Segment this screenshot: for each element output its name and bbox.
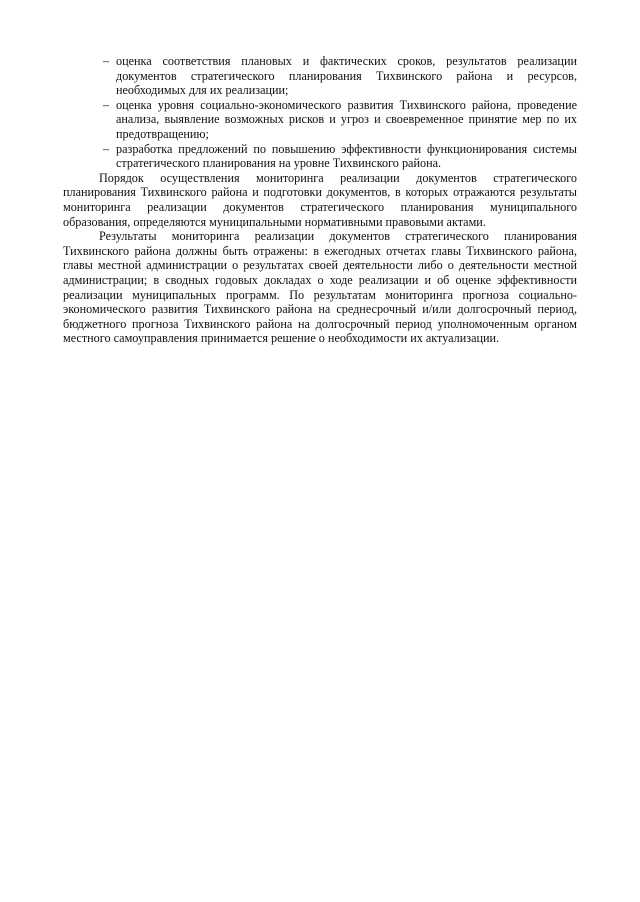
list-item-text: оценка уровня социально-экономического развития Тихвинского района, проведение анализа, выявление возможных рисков и угроз и своевременное принятие мер по их предотвращению; bbox=[116, 97, 577, 141]
list-item bbox=[63, 98, 577, 142]
bullet-list bbox=[63, 54, 577, 171]
list-item bbox=[63, 142, 577, 171]
document-body bbox=[63, 54, 577, 346]
paragraph: Результаты мониторинга реализации документов стратегического планирования Тихвинского района должны быть отражены: в ежегодных отчетах главы Тихвинского района, главы местной администрации о результатах своей деятельности либо о деятельности местной администрации; в сводных годовых докладах о ходе реализации и об оценке эффективности реализации муниципальных программ. По результатам мониторинга прогноза социально-экономического развития Тихвинского района на среднесрочный и/или долгосрочный период, бюджетного прогноза Тихвинского района на долгосрочный период уполномоченным органом местного самоуправления принимается решение о необходимости их актуализации. bbox=[63, 229, 577, 346]
dash-marker: – bbox=[103, 141, 110, 156]
paragraph: Порядок осуществления мониторинга реализации документов стратегического планирования Тихвинского района и подготовки документов, в которых отражаются результаты мониторинга реализации документов стратегического планирования муниципального образования, определяются муниципальными нормативными правовыми актами. bbox=[63, 170, 577, 229]
dash-marker: – bbox=[103, 97, 110, 112]
dash-marker: – bbox=[103, 54, 110, 68]
list-item-text: разработка предложений по повышению эффективности функционирования системы стратегического планирования на уровне Тихвинского района. bbox=[116, 141, 577, 171]
list-item bbox=[63, 54, 577, 98]
list-item-text: оценка соответствия плановых и фактических сроков, результатов реализации документов стратегического планирования Тихвинского района и ресурсов, необходимых для их реализации; bbox=[116, 54, 577, 98]
